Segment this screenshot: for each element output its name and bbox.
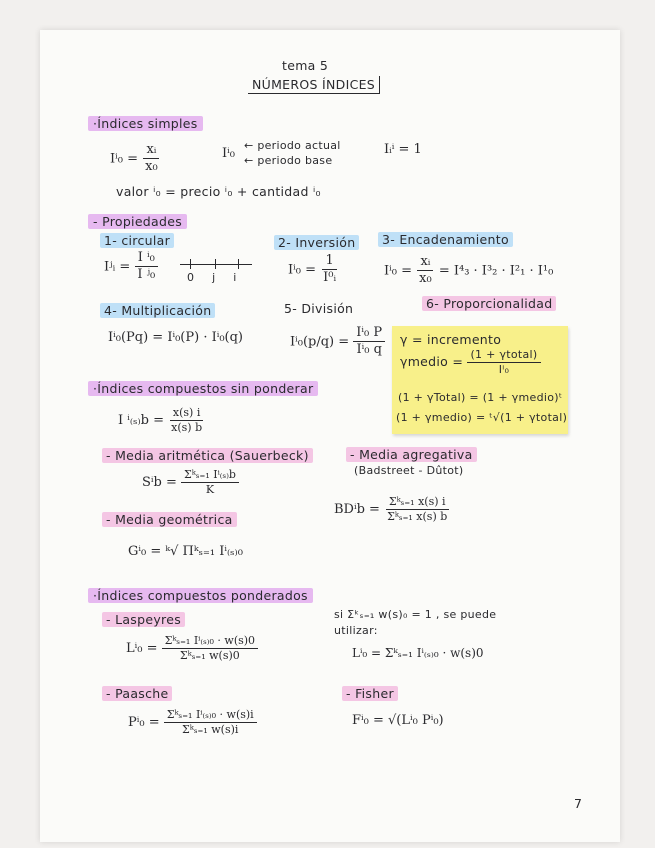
- laspeyres-label: - Laspeyres: [102, 612, 185, 627]
- prop-multiplicacion-formula: Iⁱ₀(Pq) = Iⁱ₀(P) · Iⁱ₀(q): [108, 330, 244, 345]
- section-propiedades: - Propiedades: [88, 214, 187, 229]
- timeline-tick: [190, 259, 191, 269]
- prop-proporcionalidad-label: 6- Proporcionalidad: [422, 296, 556, 311]
- timeline-tick: [238, 259, 239, 269]
- media-geometrica-label: - Media geométrica: [102, 512, 237, 527]
- paasche-formula: Pⁱ₀ = $\frac{\text{Σᵏₛ₌₁ Iⁱ₍ₛ₎₀ · w(s)i}}{\text{Σᵏₛ₌₁ w(s)i}}$: [128, 708, 257, 737]
- prop-division-label: 5- División: [284, 301, 354, 316]
- simple-index-formula: Iⁱ₀ = $\frac{\text{xᵢ}}{\text{x₀}}$: [110, 142, 158, 175]
- periodo-base-note: ← periodo base: [244, 154, 333, 167]
- sticky-total-formula: (1 + γTotal) = (1 + γmedio)ᵗ: [398, 391, 563, 404]
- valor-formula: valor ⁱ₀ = precio ⁱ₀ + cantidad ⁱ₀: [116, 184, 321, 199]
- fisher-label: - Fisher: [342, 686, 398, 701]
- index-notation: Iⁱ₀: [222, 146, 235, 161]
- fisher-formula: Fⁱ₀ = √(Lⁱ₀ Pⁱ₀): [352, 713, 444, 728]
- prop-multiplicacion-label: 4- Multiplicación: [100, 303, 215, 318]
- sticky-medio-formula: γmedio = $\frac{\text{(1 + γtotal)}}{\text{Iⁱ₀}}$: [400, 348, 541, 377]
- prop-circular-label: 1- circular: [100, 233, 174, 248]
- periodo-actual-note: ← periodo actual: [244, 139, 341, 152]
- media-agregativa-sub: (Badstreet - Dûtot): [354, 464, 464, 477]
- media-aritmetica-label: - Media aritmética (Sauerbeck): [102, 448, 313, 463]
- prop-encadenamiento-formula: Iⁱ₀ = $\frac{\text{xᵢ}}{\text{x₀}}$ = I⁴₃ · I³₂ · I²₁ · I¹₀: [384, 254, 554, 287]
- identity-formula: Iᵢⁱ = 1: [384, 142, 422, 157]
- ratio-formula: I ⁱ₍ₛ₎b = $\frac{x(s) i}{x(s) b}$: [118, 406, 203, 434]
- weights-condition-cont: utilizar:: [334, 624, 378, 637]
- page-number: 7: [574, 796, 583, 811]
- prop-encadenamiento-label: 3- Encadenamiento: [378, 232, 513, 247]
- timeline-tick: [215, 259, 216, 269]
- laspeyres-formula: Lⁱ₀ = $\frac{\text{Σᵏₛ₌₁ Iⁱ₍ₛ₎₀ · w(s)0}}{\text{Σᵏₛ₌₁ w(s)0}}$: [126, 634, 258, 663]
- media-agregativa-formula: BDⁱb = $\frac{\text{Σᵏₛ₌₁ x(s) i}}{\text{Σᵏₛ₌₁ x(s) b}}$: [334, 495, 448, 523]
- media-aritmetica-formula: Sⁱb = $\frac{\text{Σᵏₛ₌₁ Iⁱ₍ₛ₎b}}{K}$: [142, 468, 239, 497]
- media-geometrica-formula: Gⁱ₀ = ᵏ√ Πᵏₛ₌₁ Iⁱ₍ₛ₎₀: [128, 544, 243, 559]
- prop-division-formula: Iⁱ₀(p/q) = $\frac{\text{Iⁱ₀ P}}{\text{Iⁱ₀ q}}$: [290, 325, 385, 359]
- weights-condition: si Σᵏₛ₌₁ w(s)₀ = 1 , se puede: [334, 608, 497, 621]
- sticky-root-formula: (1 + γmedio) = ᵗ√(1 + γtotal): [396, 411, 568, 424]
- section-simples: ·Índices simples: [88, 116, 203, 131]
- prop-inversion-formula: Iⁱ₀ = $\frac{1}{\text{I⁰ᵢ}}$: [288, 253, 337, 286]
- media-agregativa-label: - Media agregativa: [346, 447, 477, 462]
- timeline-labels: 0 j i: [187, 271, 237, 284]
- sticky-incremento: γ = incremento: [400, 332, 502, 347]
- section-compuestos-ponderados: ·Índices compuestos ponderados: [88, 588, 313, 603]
- topic-label: tema 5: [282, 58, 329, 73]
- section-compuestos-sin-ponderar: ·Índices compuestos sin ponderar: [88, 381, 318, 396]
- page-title: NÚMEROS ÍNDICES: [248, 76, 380, 94]
- paasche-label: - Paasche: [102, 686, 172, 701]
- prop-circular-formula: Iʲᵢ = $\frac{\text{I ⁱ₀}}{\text{I ʲ₀}}$: [104, 250, 158, 284]
- laspeyres-simplified: Lⁱ₀ = Σᵏₛ₌₁ Iⁱ₍ₛ₎₀ · w(s)0: [352, 646, 484, 660]
- prop-inversion-label: 2- Inversión: [274, 235, 359, 250]
